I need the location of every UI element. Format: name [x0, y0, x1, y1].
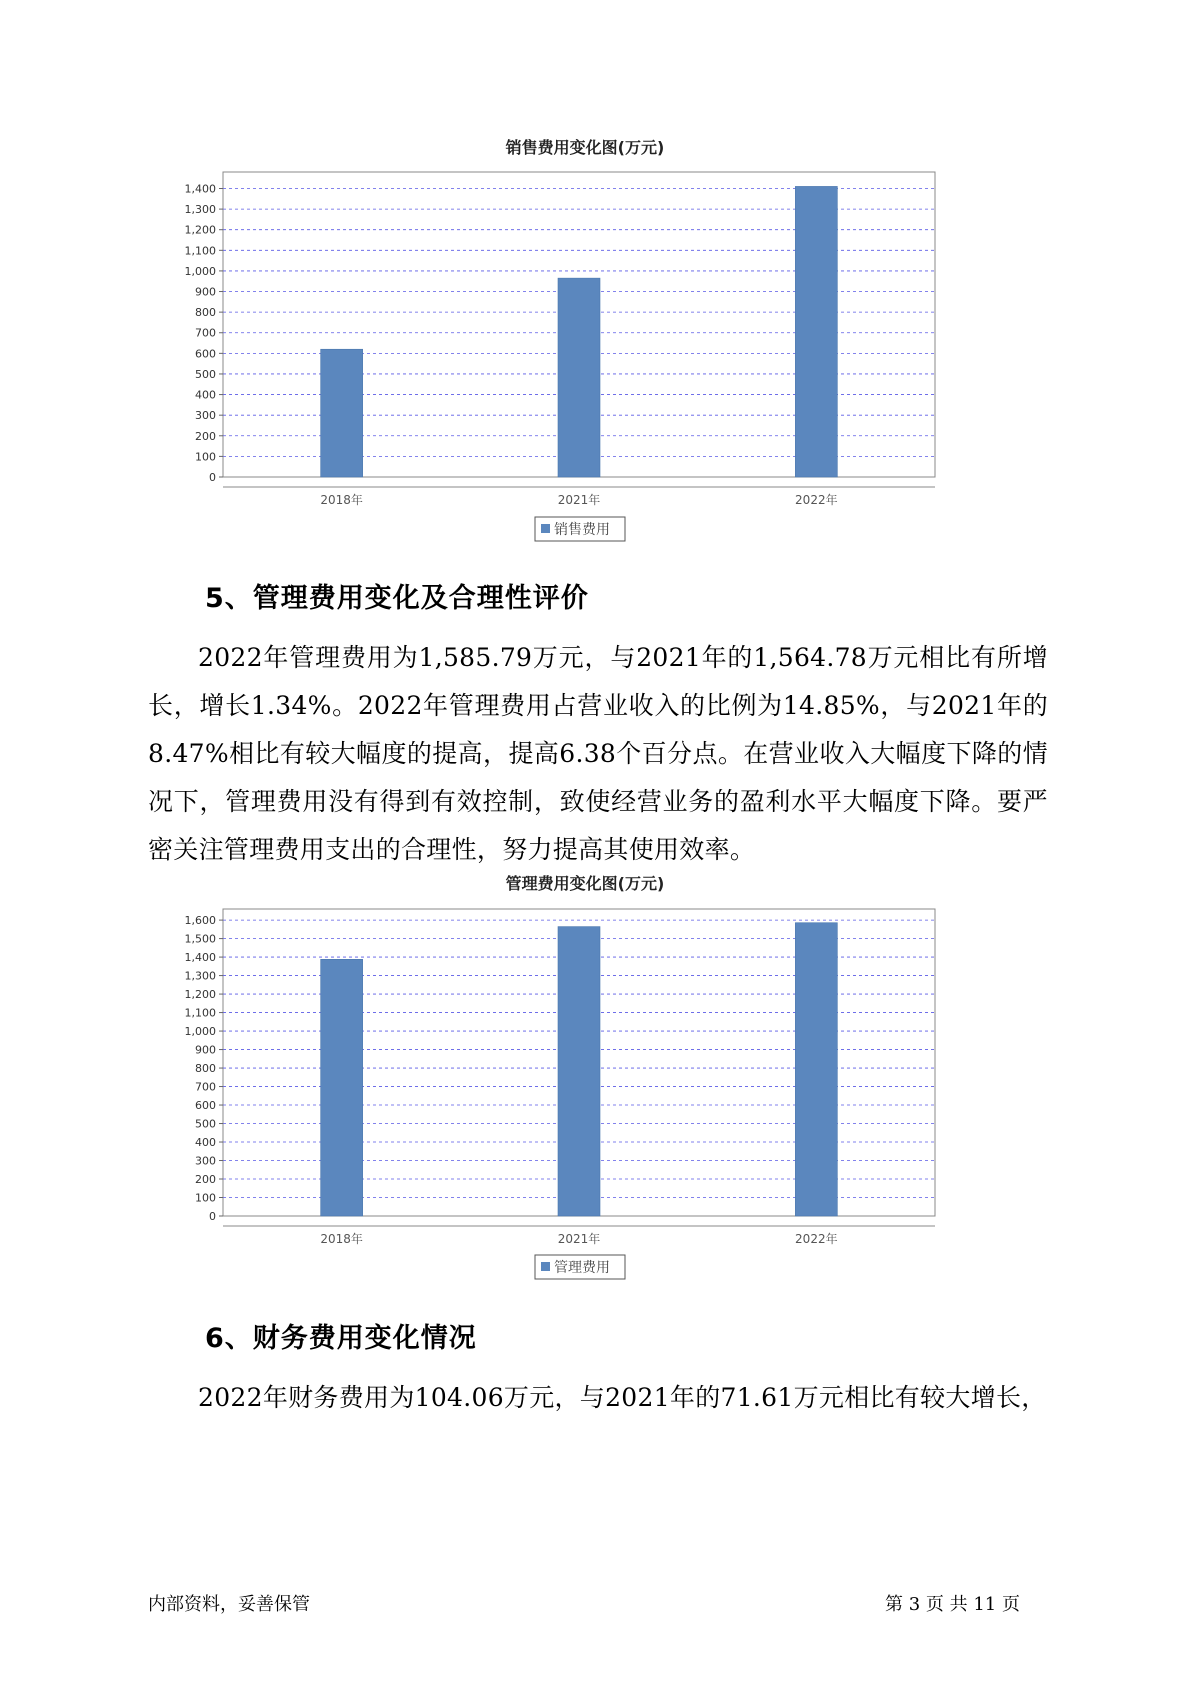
y-tick-label: 900 — [195, 285, 216, 299]
x-tick-label: 2018年 — [320, 1232, 363, 1246]
legend-swatch — [541, 1262, 550, 1271]
x-tick-label: 2022年 — [795, 493, 838, 507]
legend — [535, 1255, 625, 1279]
section-paragraph-5 — [148, 634, 1048, 874]
y-tick-label: 1,400 — [184, 182, 216, 196]
y-tick-label: 1,400 — [184, 951, 216, 965]
chart-title: 销售费用变化图(万元) — [505, 138, 665, 157]
bar — [558, 927, 600, 1216]
y-tick-label: 1,000 — [184, 264, 216, 278]
y-tick-label: 800 — [195, 1062, 216, 1076]
bar — [321, 959, 363, 1216]
y-tick-label: 0 — [209, 471, 216, 484]
y-tick-label: 800 — [195, 306, 216, 320]
bar — [795, 923, 837, 1216]
y-tick-label: 700 — [195, 1080, 216, 1094]
bar — [321, 349, 363, 477]
y-tick-label: 200 — [195, 429, 216, 443]
y-tick-label: 1,600 — [184, 914, 216, 928]
chart-title: 管理费用变化图(万元) — [505, 874, 665, 893]
y-tick-label: 400 — [195, 388, 216, 402]
y-tick-label: 700 — [195, 326, 216, 340]
y-tick-label: 600 — [195, 1099, 216, 1113]
y-tick-label: 300 — [195, 409, 216, 423]
legend-swatch — [541, 524, 550, 533]
y-tick-label: 1,100 — [184, 1006, 216, 1020]
sales-expense-chart-svg — [150, 130, 1020, 550]
y-tick-label: 500 — [195, 367, 216, 381]
footer-page-number: 第 3 页 共 11 页 — [885, 1594, 1020, 1615]
paragraph-text: 2022年财务费用为104.06万元，与2021年的71.61万元相比有较大增长， — [198, 1383, 1047, 1412]
section-paragraph-6 — [148, 1374, 1048, 1422]
y-tick-label: 600 — [195, 347, 216, 361]
y-tick-label: 1,200 — [184, 988, 216, 1002]
y-tick-label: 1,300 — [184, 203, 216, 217]
bar — [558, 278, 600, 477]
x-tick-label: 2021年 — [557, 493, 601, 507]
section-heading-6: 6、财务费用变化情况 — [205, 1323, 477, 1354]
x-tick-label: 2022年 — [795, 1232, 838, 1246]
x-tick-label: 2018年 — [320, 493, 363, 507]
y-tick-label: 0 — [209, 1210, 216, 1223]
y-tick-label: 200 — [195, 1173, 216, 1187]
bar — [795, 186, 837, 477]
y-tick-label: 100 — [195, 1191, 216, 1205]
y-tick-label: 1,300 — [184, 969, 216, 983]
legend-label: 销售费用 — [554, 522, 610, 538]
y-tick-label: 300 — [195, 1154, 216, 1168]
y-tick-label: 1,200 — [184, 223, 216, 237]
y-tick-label: 1,100 — [184, 244, 216, 258]
paragraph-text: 2022年管理费用为1,585.79万元，与2021年的1,564.78万元相比有所增长，增长1.34%。2022年管理费用占营业收入的比例为14.85%，与2021年的8.47%相比有较大幅度的提高，提高6.38个百分点。在营业收入大幅度下降的情况下，管理费用没有得到有效控制，致使经营业务的盈利水平大幅度下降。要严密关注管理费用支出的合理性，努力提高其使用效率。 — [148, 643, 1048, 864]
admin-expense-chart-svg — [150, 866, 1020, 1296]
y-tick-label: 100 — [195, 450, 216, 464]
y-tick-label: 500 — [195, 1117, 216, 1131]
y-tick-label: 1,500 — [184, 932, 216, 946]
footer-confidential-note: 内部资料，妥善保管 — [148, 1594, 310, 1615]
x-tick-label: 2021年 — [557, 1232, 601, 1246]
legend-label: 管理费用 — [554, 1260, 610, 1276]
sales-expense-chart — [150, 130, 1020, 550]
y-tick-label: 1,000 — [184, 1025, 216, 1039]
y-tick-label: 400 — [195, 1136, 216, 1150]
admin-expense-chart — [150, 866, 1020, 1296]
legend — [535, 517, 625, 541]
section-heading-5: 5、管理费用变化及合理性评价 — [205, 583, 589, 614]
y-tick-label: 900 — [195, 1043, 216, 1057]
